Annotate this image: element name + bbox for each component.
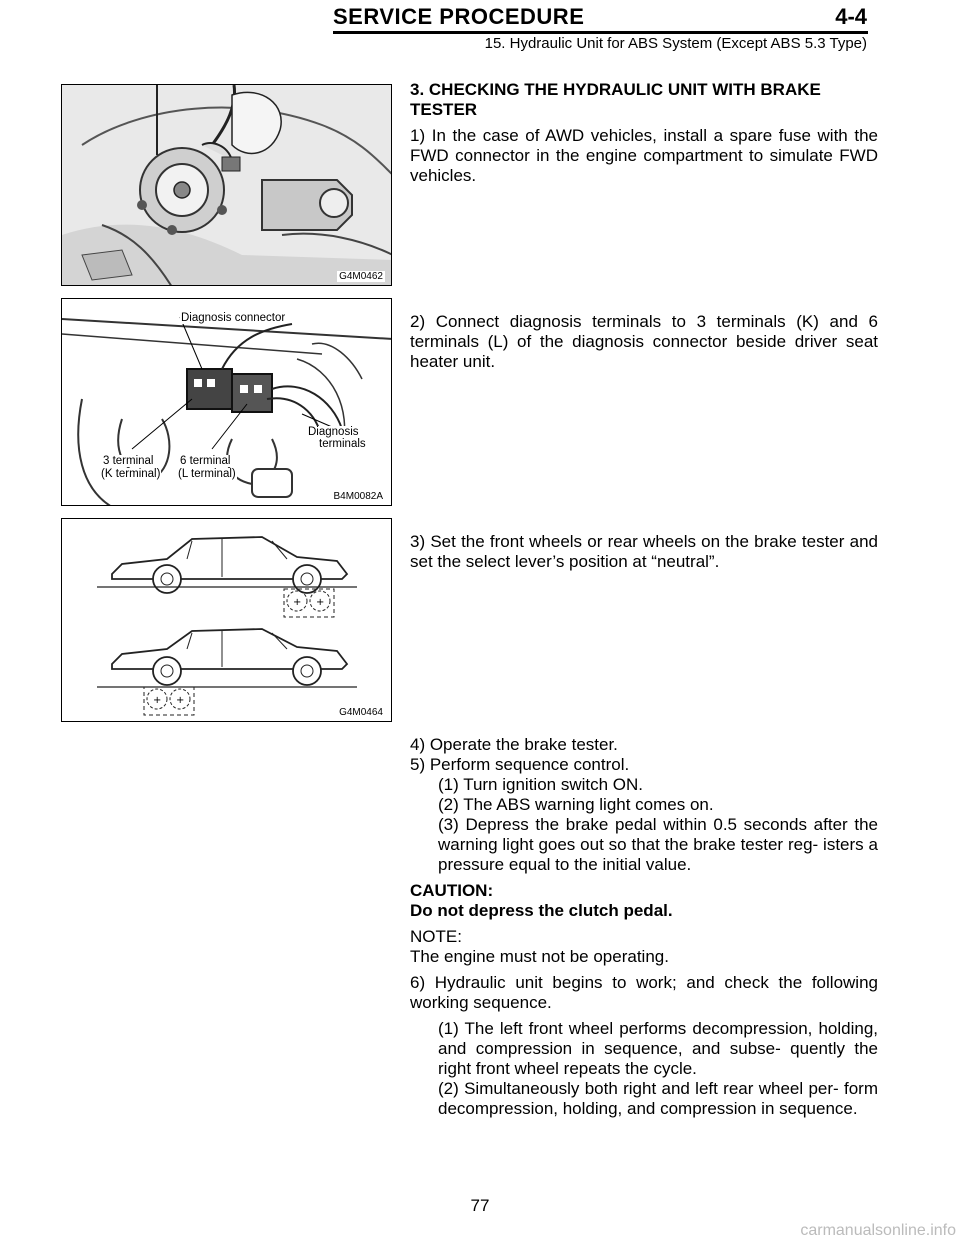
svg-text:+: + (153, 695, 162, 706)
svg-text:+: + (316, 597, 325, 608)
note-text: The engine must not be operating. (410, 947, 669, 966)
label-3-terminal-line1: 3 terminal (103, 455, 154, 467)
figure-id: G4M0464 (339, 707, 383, 718)
header-title: SERVICE PROCEDURE (333, 4, 585, 29)
step-5-1: (1) Turn ignition switch ON. (438, 775, 644, 794)
step-2: 2) Connect diagnosis terminals to 3 terminals (K) and 6 terminals (L) of the diagnosis connector beside driver seat heater unit. (410, 312, 878, 371)
step-5: 5) Perform sequence control. (410, 755, 630, 774)
header-subtitle: 15. Hydraulic Unit for ABS System (Except ABS 5.3 Type) (484, 35, 867, 52)
step-4: 4) Operate the brake tester. (410, 735, 618, 754)
caution-title: CAUTION: (410, 881, 494, 900)
page-number: 77 (470, 1196, 490, 1215)
label-6-terminal-line1: 6 terminal (180, 455, 231, 467)
step-5-2: (2) The ABS warning light comes on. (438, 795, 714, 814)
header-section-number: 4-4 (835, 4, 867, 29)
figure-id: B4M0082A (333, 491, 383, 502)
header-rule (333, 31, 868, 34)
label-3-terminal-line2: (K terminal) (101, 468, 161, 480)
label-diagnosis-terminals-line1: Diagnosis (308, 426, 359, 438)
footer-watermark: carmanualsonline.info (800, 1222, 956, 1239)
figure-engine-compartment (61, 84, 392, 286)
svg-text:+: + (293, 597, 302, 608)
label-diagnosis-terminals-line2: terminals (319, 438, 366, 450)
engine-compartment-illustration (62, 85, 392, 286)
label-diagnosis-connector: Diagnosis connector (181, 312, 286, 324)
figure-diagnosis-connector (61, 298, 392, 506)
step-6: 6) Hydraulic unit begins to work; and check the following working sequence. (410, 973, 878, 1012)
text-block-4 (410, 735, 878, 1119)
step-1: 1) In the case of AWD vehicles, install a spare fuse with the FWD connector in the engine compartment to simulate FWD vehicles. (410, 126, 878, 185)
step-6-1: (1) The left front wheel performs decompression, holding, and compression in sequence, and subse- quently the right front wheel repeats the cycle. (438, 1019, 878, 1078)
figure-id: G4M0462 (339, 271, 383, 282)
step-6-2: (2) Simultaneously both right and left rear wheel per- form decompression, holding, and compression in sequence. (438, 1079, 878, 1118)
text-block-1 (410, 80, 878, 186)
section-heading-line2: TESTER (410, 100, 478, 119)
brake-tester-illustration (62, 519, 392, 722)
figure-brake-tester (61, 518, 392, 722)
svg-text:+: + (176, 695, 185, 706)
caution-text: Do not depress the clutch pedal. (410, 901, 673, 920)
label-6-terminal-line2: (L terminal) (178, 468, 236, 480)
note-title: NOTE: (410, 927, 462, 946)
section-heading-line1: 3. CHECKING THE HYDRAULIC UNIT WITH BRAKE (410, 80, 821, 99)
step-5-3: (3) Depress the brake pedal within 0.5 seconds after the warning light goes out so that the brake tester reg- isters a pressure equal to the initial value. (438, 815, 878, 874)
step-3: 3) Set the front wheels or rear wheels on the brake tester and set the select lever’s position at “neutral”. (410, 532, 878, 571)
